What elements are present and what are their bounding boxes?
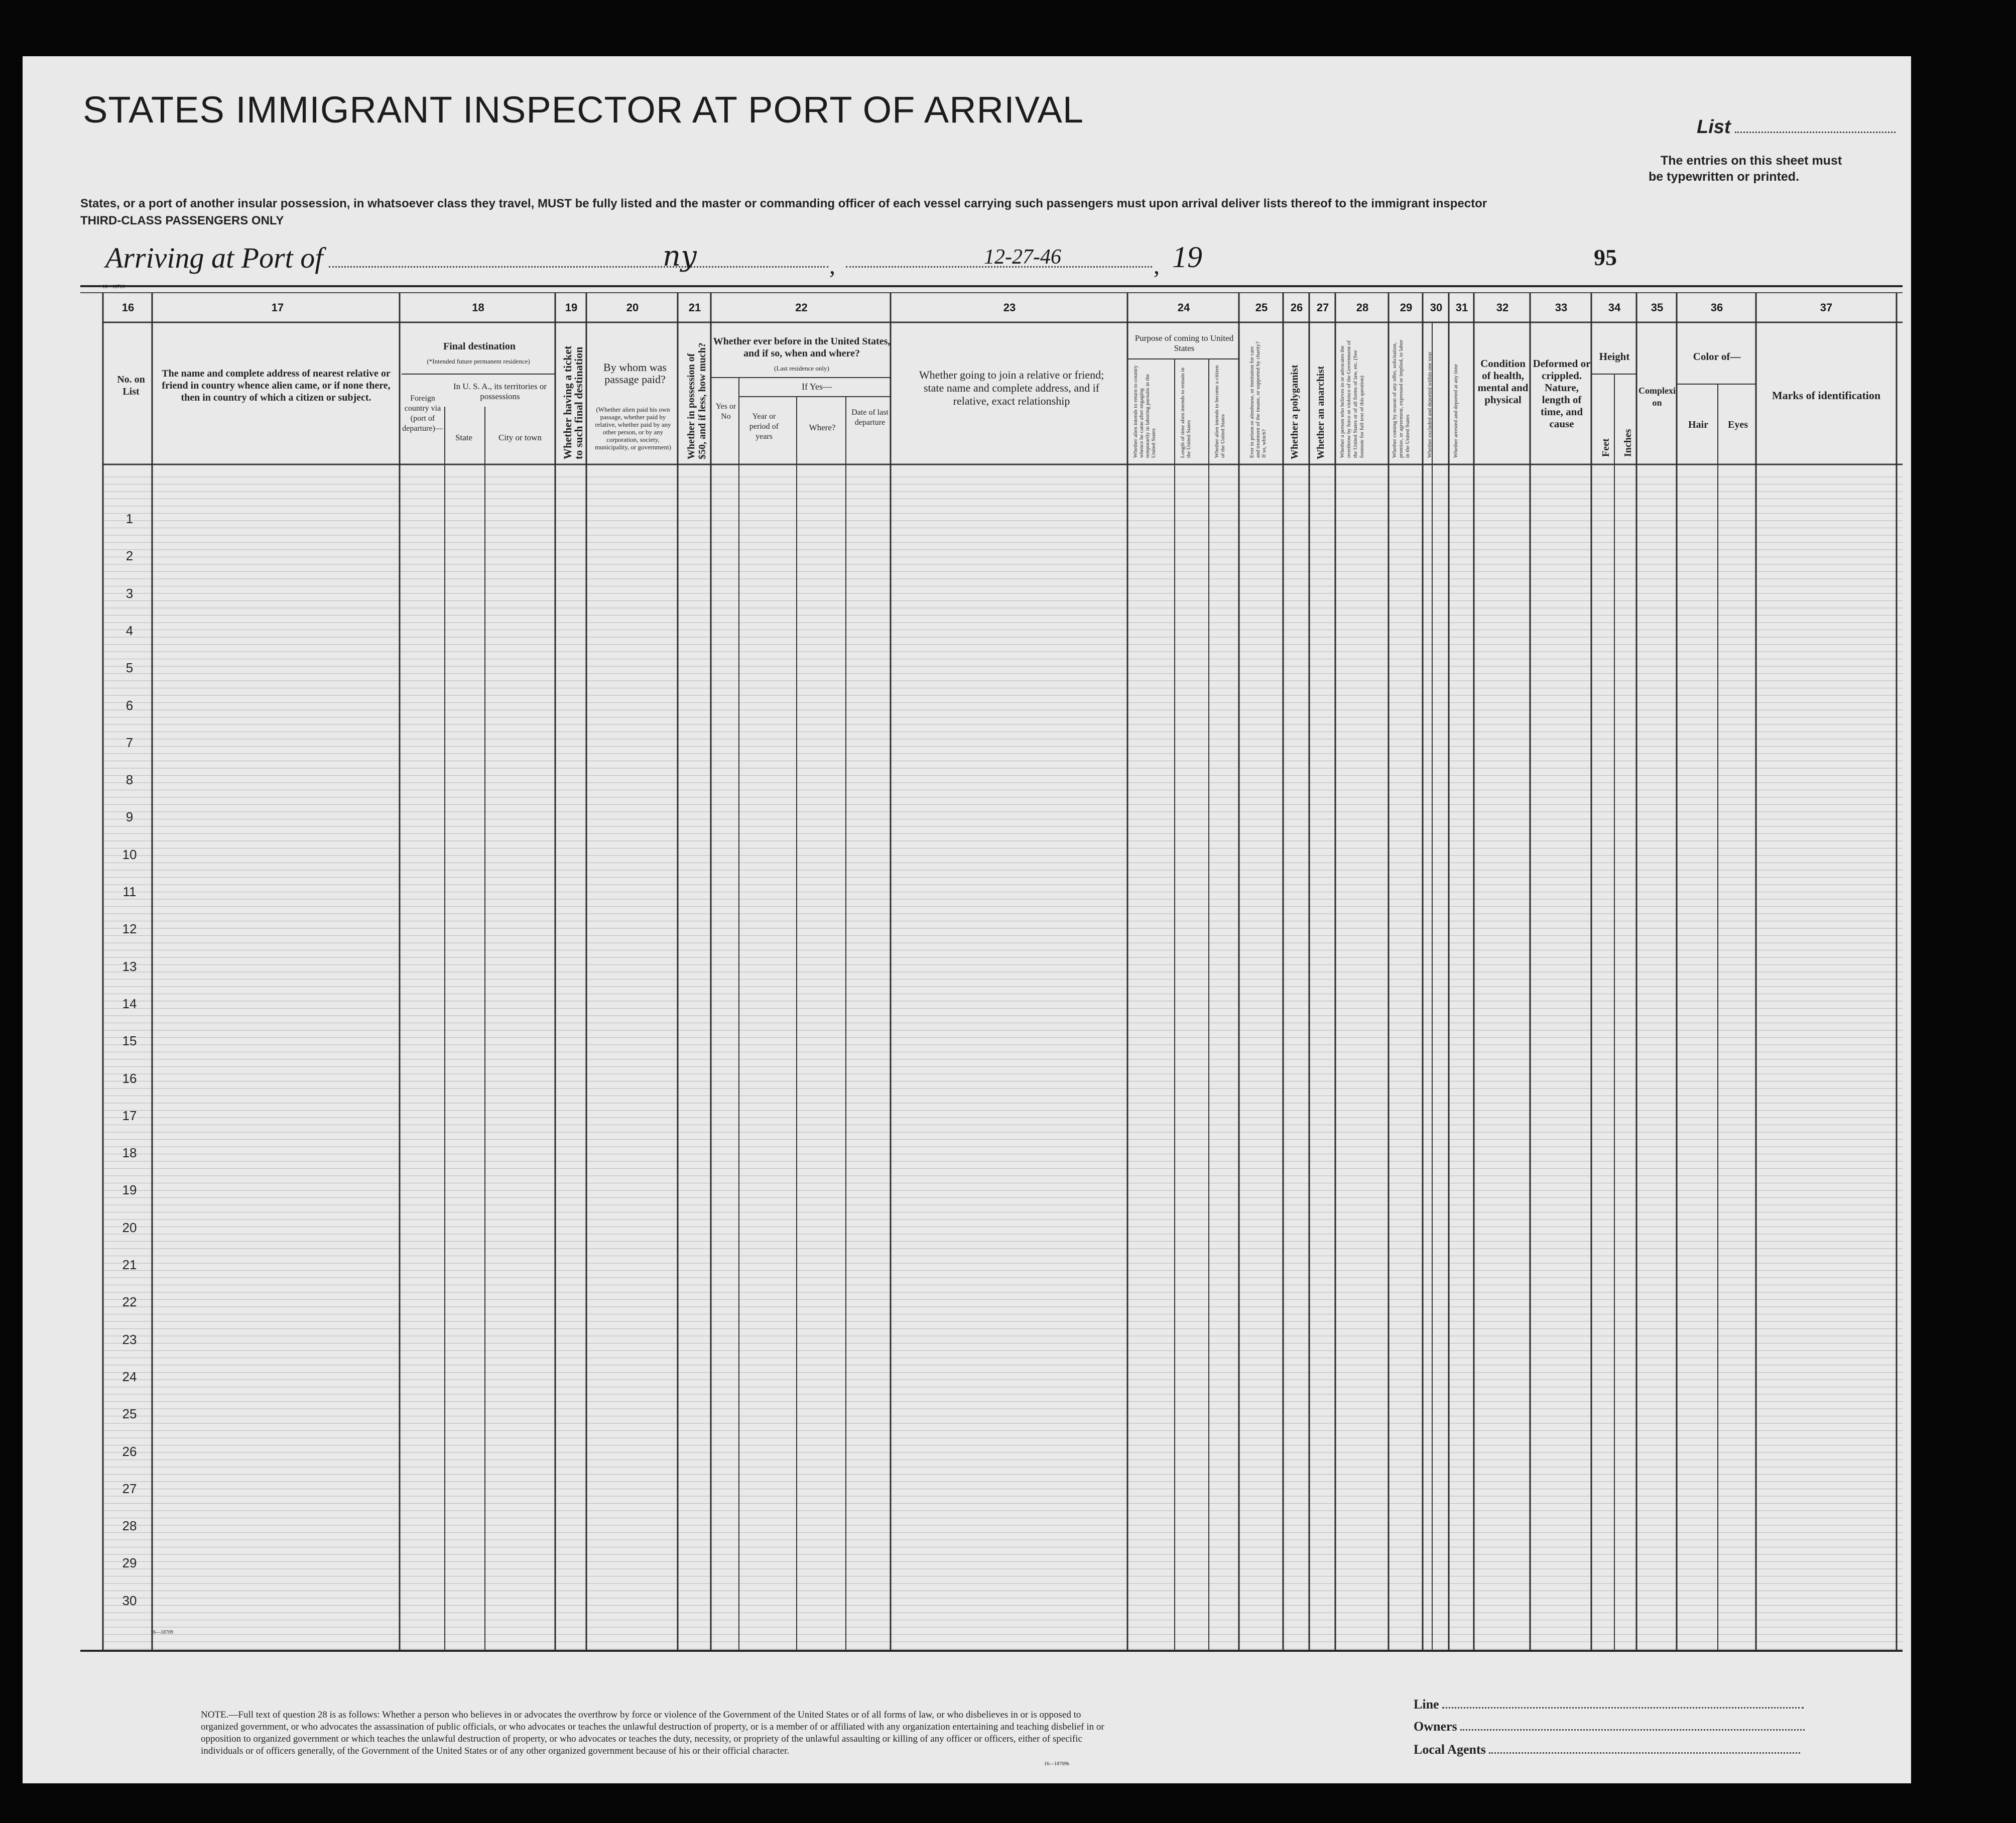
line-field: Line [1414,1697,1804,1712]
col-num: 35 [1651,301,1664,314]
row-number: 3 [125,586,134,601]
typewritten-note-2: be typewritten or printed. [1649,170,1800,184]
col-header-purpose-c: Whether alien intends to become a citizen of the United States [1214,365,1226,458]
col-header-offer: Whether coming by reason of any offer, solicitation, promise, or agreement, expressed or implied, to labor in the United States [1392,339,1411,458]
port-line [329,266,828,268]
col-header-feet: Feet [1600,438,1611,457]
class-note: THIRD-CLASS PASSENGERS ONLY [80,214,284,227]
row-number: 4 [125,623,134,638]
col-header-before-note: (Last residence only) [774,364,829,372]
col-num: 22 [795,301,808,314]
col-num: 34 [1608,301,1621,314]
col-header-ticket: Whether having a ticket to such final destination [561,345,585,459]
col-num: 25 [1255,301,1268,314]
col-num: 19 [565,301,578,314]
col-header-marks: Marks of identification [1772,389,1881,402]
col-header-overthrow: Whether a person who believes in or advocates the overthrow by force or violence of the Government of the United States or of all forms of law, etc. (See footnote for full text of this question) [1339,340,1365,458]
row-number: 28 [122,1518,137,1533]
col-num: 31 [1455,301,1468,314]
header-subtitle: States, or a port of another insular possession, in whatsoever class they travel, MUST be fully listed and the master or commanding officer of each vessel carrying such passengers must upon arrival deliver lists thereof to the immigrant inspector [80,197,1487,210]
row-number: 24 [122,1369,137,1384]
row-number: 18 [122,1145,137,1160]
col-header-year: Year or period of years [749,412,779,441]
col-header-final-destination: Final destination [443,341,516,352]
col-header-eyes: Eyes [1728,419,1748,430]
row-number: 17 [122,1108,137,1123]
row-number: 6 [125,698,134,713]
row-number: 25 [122,1406,137,1421]
date-handwritten: 12-27-46 [984,246,1061,269]
col-header-where: Where? [809,423,836,432]
row-number: 15 [122,1033,137,1048]
col-header-excluded: Whether excluded and deported within one year [1427,351,1433,458]
row-number: 14 [122,996,137,1011]
col-header-height: Height [1599,350,1630,362]
col-num: 32 [1496,301,1509,314]
row-number: 22 [122,1294,137,1309]
row-number: 10 [122,847,137,862]
year-prefix: 19 [1172,240,1202,274]
col-num: 36 [1710,301,1723,314]
col-header-inches: Inches [1622,429,1633,457]
row-number: 21 [122,1257,137,1272]
col-header-city: City or town [498,433,542,442]
footnote-question-28: NOTE.—Full text of question 28 is as follows: Whether a person who believes in or advocates the overthrow by force or violence of the Government of the United States or of all forms of law, or who disbelieves in or is opposed to organized government, or who advocates the assassination of public officials, or who advocates or teaches the unlawful destruction of property, or is a member of or affiliated with any organization entertaining and teaching disbelief in or opposition to organized government or which teaches the unlawful destruction of property, or who advocates or teaches the duty, necessity, or propriety of the unlawful assaulting or killing of any officer or officers, either of specific individuals or of officers generally, of the Government of the United States or of any other organized government because of his or their official character. [201,1710,1104,1756]
col-num: 17 [271,301,284,314]
col-header-foreign: Foreign country via (port of departure)— [402,394,443,433]
col-header-before-in-us: Whether ever before in the United States, and if so, when and where? [713,336,891,359]
col-num: 29 [1400,301,1413,314]
col-header-join-relative: Whether going to join a relative or friend; state name and complete address, and if relative, exact relationship [919,369,1104,407]
row-number: 23 [122,1332,137,1347]
page-title: STATES IMMIGRANT INSPECTOR AT PORT OF ARRIVAL [83,89,1084,131]
col-num: 21 [688,301,701,314]
col-num: 28 [1356,301,1369,314]
col-header-if-yes: If Yes— [801,382,832,392]
col-header-purpose-b: Length of time alien intends to remain in the United States [1180,368,1192,458]
row-number: 8 [125,772,134,787]
row-number: 12 [122,921,137,936]
row-number: 11 [122,884,137,899]
row-number: 20 [122,1220,137,1235]
comma: , [1154,253,1160,279]
col-header-health: Condition of health, mental and physical [1477,357,1529,406]
row-number: 26 [122,1444,137,1459]
col-header-passage-note: (Whether alien paid his own passage, whether paid by relative, whether paid by any other person, or by any corporation, society, municipality, or government) [595,406,671,451]
col-header-arrested: Whether arrested and deported at any time [1453,364,1459,458]
form-code-bottom: 16—18709 [151,1630,173,1635]
row-number: 5 [125,660,134,675]
row-number: 16 [122,1071,137,1086]
col-num: 18 [472,301,484,314]
col-num: 33 [1555,301,1568,314]
arriving-label: Arriving at Port of [105,241,323,274]
typewritten-note-1: The entries on this sheet must [1661,154,1842,168]
ledger-grid [23,56,1911,1783]
col-header-final-destination-note: (*Intended future permanent residence) [427,357,530,365]
col-header-date-departure: Date of last departure [851,408,889,427]
comma: , [829,253,835,279]
row-number: 13 [122,959,137,974]
col-header-anarchist: Whether an anarchist [1315,366,1326,459]
row-number: 2 [125,548,134,563]
manifest-sheet [23,56,1911,1783]
col-header-deformed: Deformed or crippled. Nature, length of time, and cause [1533,357,1591,430]
col-num: 16 [121,301,135,314]
row-number: 27 [122,1481,137,1496]
row-number: 9 [125,809,134,824]
agents-field: Local Agents [1414,1742,1800,1757]
col-header-polygamist: Whether a polygamist [1289,364,1300,459]
owners-field: Owners [1414,1719,1805,1734]
col-num: 20 [626,301,639,314]
col-num: 27 [1316,301,1329,314]
form-code-note: 16—18709b [1044,1761,1069,1767]
row-number: 1 [125,511,134,526]
col-header-color-of: Color of— [1693,350,1741,362]
row-number: 29 [122,1555,137,1570]
row-number: 7 [125,735,134,750]
col-header-prison: Ever in prison or almshouse, or institution for care and treatment of the insane, or supported by charity? If so, which? [1249,341,1267,458]
col-header-yes-no: Yes or No [715,402,736,421]
port-handwritten: ny [663,240,697,273]
col-header-usa: In U. S. A., its territories or possessions [453,382,547,401]
col-num: 26 [1290,301,1303,314]
list-label: List [1697,116,1896,138]
row-number: 30 [122,1593,137,1608]
col-num: 24 [1177,301,1190,314]
col-header-no: No. on List [117,374,145,397]
col-header-state: State [455,433,472,442]
form-code: 16—18709 [102,284,125,290]
page-number: 95 [1594,245,1617,270]
col-num: 37 [1820,301,1833,314]
col-header-fifty-dollars: Whether in possession of $50, and if less, how much? [686,342,708,459]
col-header-relative: The name and complete address of nearest relative or friend in country whence alien came, or if none there, then in country of which a citizen or subject. [162,368,391,403]
col-header-passage: By whom was passage paid? [603,361,667,386]
col-header-purpose-a: Whether alien intends to return to country whence he came after engaging temporarily in laboring pursuits in the United States [1132,365,1157,458]
col-num: 30 [1430,301,1443,314]
row-number: 19 [122,1182,137,1197]
col-num: 23 [1003,301,1016,314]
col-header-hair: Hair [1688,419,1708,430]
col-header-complexion: Complexion [1639,386,1676,408]
col-header-purpose: Purpose of coming to United States [1135,333,1234,353]
